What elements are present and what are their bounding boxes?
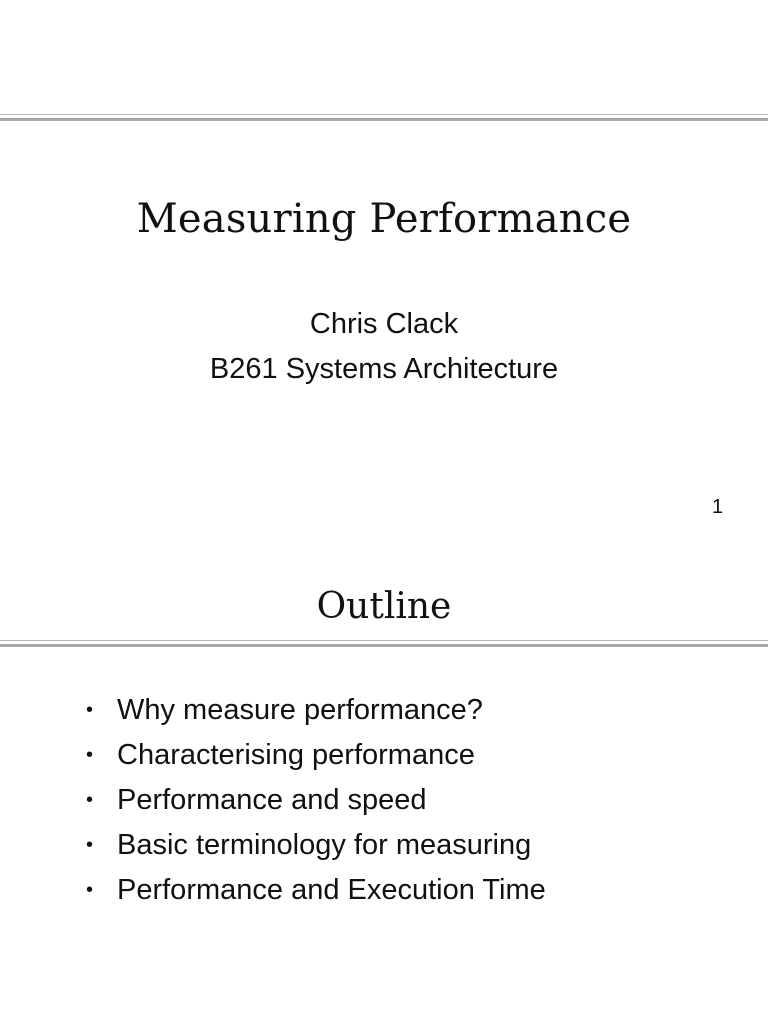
- course-name: B261 Systems Architecture: [209, 353, 559, 385]
- list-item: [86, 688, 546, 733]
- list-item: [86, 733, 546, 778]
- list-item: [86, 823, 546, 868]
- list-item-text: Performance and speed: [117, 784, 427, 816]
- bullet-icon: •: [86, 879, 94, 901]
- outline-list: [86, 688, 546, 913]
- slide-title: Measuring Performance: [136, 196, 632, 242]
- bullet-icon: •: [86, 789, 94, 811]
- list-item-text: Basic terminology for measuring: [117, 829, 532, 861]
- author-name: Chris Clack: [309, 308, 459, 340]
- bullet-icon: •: [86, 744, 94, 766]
- header-rule: [0, 114, 768, 121]
- list-item: [86, 778, 546, 823]
- page-number: 1: [712, 496, 724, 518]
- list-item-text: Characterising performance: [117, 739, 475, 771]
- list-item-text: Why measure performance?: [117, 694, 483, 726]
- list-item: [86, 868, 546, 913]
- bullet-icon: •: [86, 834, 94, 856]
- outline-title: Outline: [316, 586, 452, 627]
- list-item-text: Performance and Execution Time: [117, 874, 546, 906]
- outline-rule: [0, 640, 768, 647]
- bullet-icon: •: [86, 699, 94, 721]
